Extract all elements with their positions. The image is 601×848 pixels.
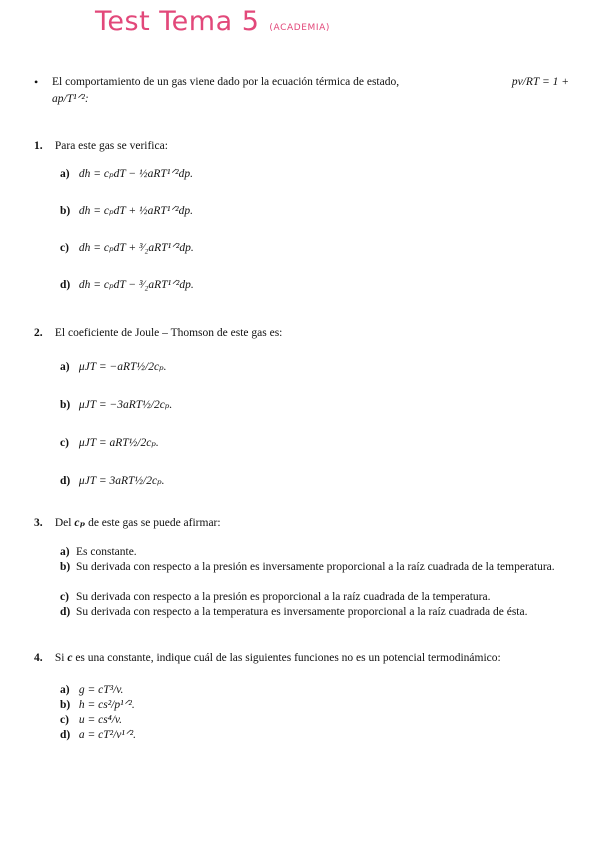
option-4d [60,728,136,742]
option-label: a) [60,361,70,373]
option-text: μJT = −aRT½/2cₚ. [78,361,167,373]
question-text-prefix: Si [54,652,68,664]
option-1a [60,167,193,181]
handwritten-title [95,6,330,37]
option-text: Su derivada con respecto a la temperatura es inversamente proporcional a la raíz cuadrada de ésta. [76,606,528,618]
option-label: c) [60,591,69,603]
option-label: a) [60,546,70,558]
option-text: μJT = −3aRT½/2cₚ. [78,399,173,411]
option-2b [60,398,172,412]
option-text: dh = cₚdT − ½aRT¹ᐟ²dp. [78,168,193,180]
bullet-icon: • [34,75,39,89]
option-label: a) [60,684,70,696]
question-text: El coeficiente de Joule – Thomson de este gas es: [54,327,283,339]
option-label: d) [60,606,71,618]
option-label: a) [60,168,70,180]
option-label: b) [60,699,71,711]
option-1d [60,278,194,292]
test-title: Test Tema 5 [95,6,260,37]
option-1b [60,204,193,218]
option-label: d) [60,279,71,291]
option-label: c) [60,242,69,254]
option-4c [60,713,122,727]
question-text: Para este gas se verifica: [54,140,168,152]
question-symbol: cₚ [74,517,86,529]
option-2d [60,474,165,488]
question-number: 1. [34,140,43,152]
question-symbol: c [67,652,73,664]
option-3d [60,605,560,619]
test-subtitle: (ACADEMIA) [269,23,331,33]
question-text-prefix: Del [54,517,75,529]
option-label: b) [60,205,71,217]
option-text: dh = cₚdT − ³⁄₂aRT¹ᐟ²dp. [78,279,194,291]
option-label: b) [60,561,71,573]
option-label: b) [60,399,71,411]
option-4a [60,683,123,697]
option-text: Es constante. [76,546,137,558]
option-label: d) [60,729,71,741]
intro-text: El comportamiento de un gas viene dado por la ecuación térmica de estado, [52,76,400,88]
option-text: dh = cₚdT + ³⁄₂aRT¹ᐟ²dp. [78,242,194,254]
state-equation-part1: pv/RT = 1 + [511,76,569,88]
option-text: g = cT³/v. [78,684,124,696]
option-1c [60,241,194,255]
option-text: u = cs⁴/v. [78,714,123,726]
option-label: d) [60,475,71,487]
option-2a [60,360,167,374]
question-number: 2. [34,327,43,339]
question-number: 3. [34,517,43,529]
option-3a [60,545,560,559]
question-3 [34,516,221,531]
question-text-suffix: de este gas se puede afirmar: [85,517,221,529]
option-label: c) [60,714,69,726]
option-2c [60,436,159,450]
option-3b [60,560,560,574]
option-3c [60,590,560,604]
option-text: Su derivada con respecto a la presión es inversamente proporcional a la raíz cuadrada de la temperatura. [76,561,555,573]
option-text: μJT = aRT½/2cₚ. [78,437,159,449]
question-4 [34,651,501,666]
option-text: Su derivada con respecto a la presión es proporcional a la raíz cuadrada de la temperatura. [76,591,491,603]
option-4b [60,698,135,712]
question-2 [34,326,282,341]
state-equation-part2: ap/T¹ᐟ²: [52,93,89,105]
option-label: c) [60,437,69,449]
option-text: h = cs²/p¹ᐟ². [78,699,135,711]
question-text-suffix: es una constante, indique cuál de las siguientes funciones no es un potencial termodinámico: [72,652,501,664]
question-1 [34,139,168,154]
question-number: 4. [34,652,43,664]
option-text: μJT = 3aRT½/2cₚ. [78,475,165,487]
option-text: a = cT²/v¹ᐟ². [78,729,137,741]
option-text: dh = cₚdT + ½aRT¹ᐟ²dp. [78,205,193,217]
